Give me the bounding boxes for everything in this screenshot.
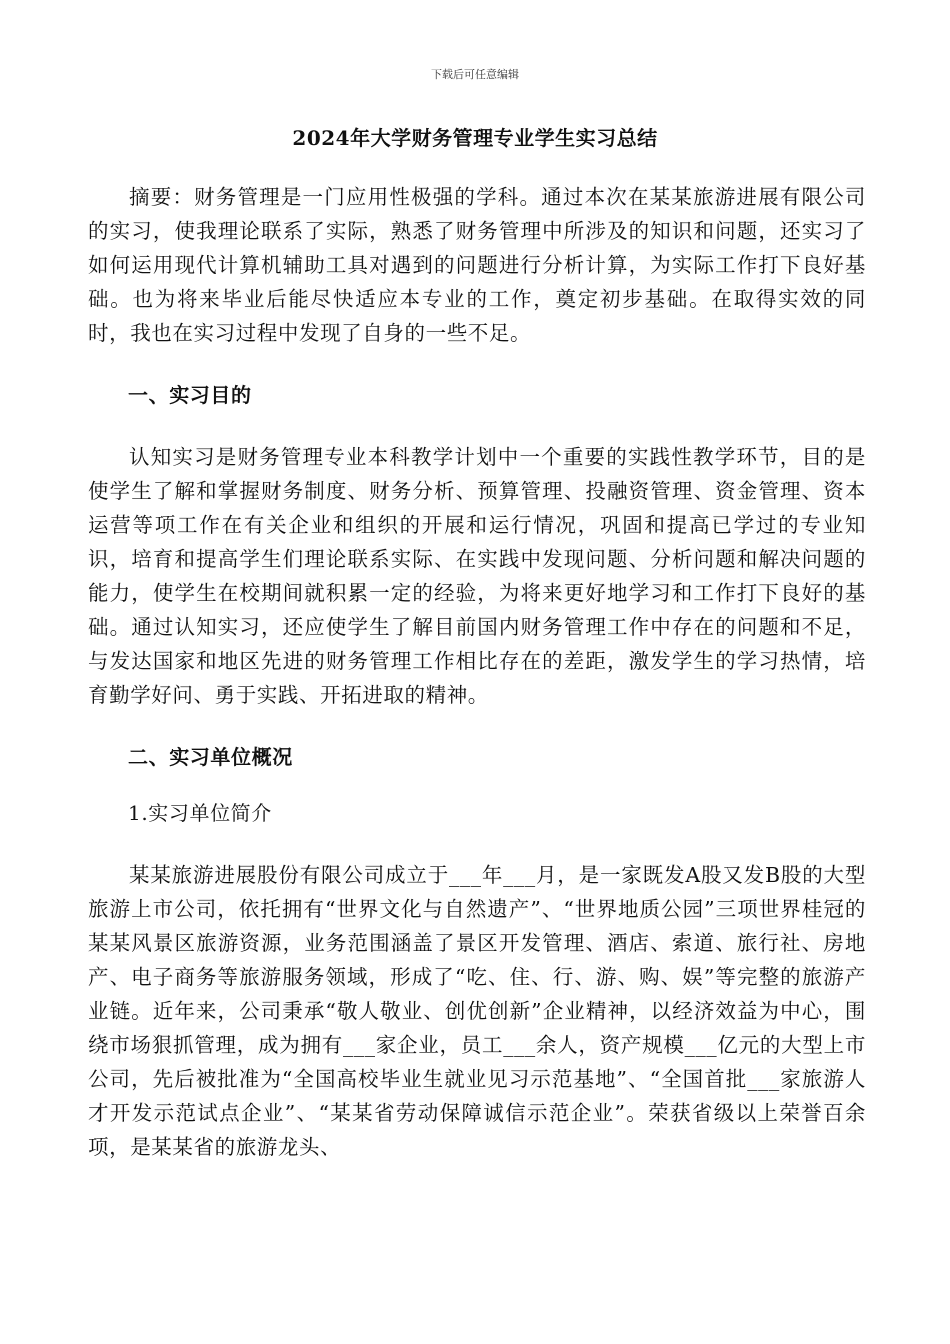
spacer <box>88 830 866 858</box>
subsection-heading-unit-intro: 1.实习单位简介 <box>128 801 272 825</box>
spacer <box>88 350 866 378</box>
unit-intro-paragraph: 某某旅游进展股份有限公司成立于___年___月，是一家既发A股又发B股的大型旅游上市公司，依托拥有“世界文化与自然遗产”、“世界地质公园”三项世界桂冠的某某风景区旅游资源，业务范围涵盖了景区开发管理、酒店、索道、旅行社、房地产、电子商务等旅游服务领域，形成了“吃、住、行、游、购、娱”等完整的旅游产业链。近年来，公司秉承“敬人敬业、创优创新”企业精神，以经济效益为中心，围绕市场狠抓管理，成为拥有___家企业，员工___余人，资产规模___亿元的大型上市公司，先后被批准为“全国高校毕业生就业见习示范基地”、“全国首批___家旅游人才开发示范试点企业”、“某某省劳动保障诚信示范企业”。荣获省级以上荣誉百余项，是某某省的旅游龙头、 <box>88 863 866 1159</box>
purpose-paragraph: 认知实习是财务管理专业本科教学计划中一个重要的实践性教学环节，目的是使学生了解和掌握财务制度、财务分析、预算管理、投融资管理、资金管理、资本运营等项工作在有关企业和组织的开展和运行情况，巩固和提高已学过的专业知识，培育和提高学生们理论联系实际、在实践中发现问题、分析问题和解决问题的能力，使学生在校期间就积累一定的经验，为将来更好地学习和工作打下良好的基础。通过认知实习，还应使学生了解目前国内财务管理工作中存在的问题和不足，与发达国家和地区先进的财务管理工作相比存在的差距，激发学生的学习热情，培育勤学好问、勇于实践、开拓进取的精神。 <box>88 445 866 707</box>
document-body <box>88 180 866 1164</box>
abstract-paragraph: 摘要：财务管理是一门应用性极强的学科。通过本次在某某旅游进展有限公司的实习，使我理论联系了实际，熟悉了财务管理中所涉及的知识和问题，还实习了如何运用现代计算机辅助工具对遇到的问题进行分析计算，为实际工作打下良好基础。也为将来毕业后能尽快适应本专业的工作，奠定初步基础。在取得实效的同时，我也在实习过程中发现了自身的一些不足。 <box>88 185 866 345</box>
section-heading-purpose: 一、实习目的 <box>128 383 252 407</box>
spacer <box>88 774 866 796</box>
document-title: 2024年大学财务管理专业学生实习总结 <box>292 126 658 150</box>
spacer <box>88 412 866 440</box>
section-heading-unit-overview: 二、实习单位概况 <box>128 745 293 769</box>
header-note: 下载后可任意编辑 <box>431 68 519 81</box>
spacer <box>88 712 866 740</box>
